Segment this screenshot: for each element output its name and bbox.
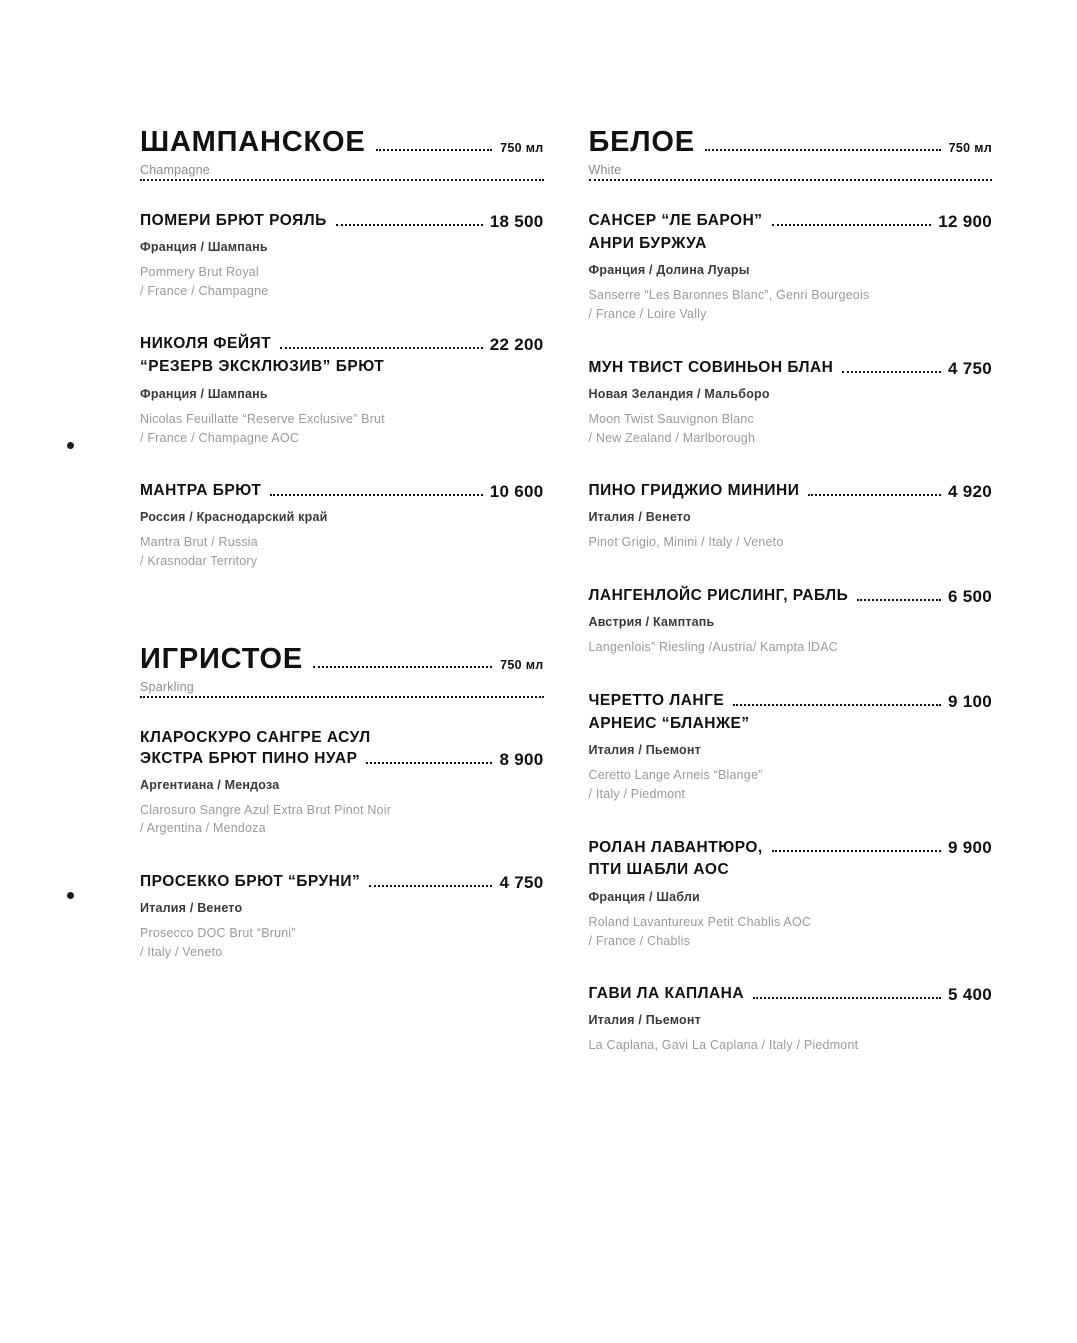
menu-item-line	[589, 481, 993, 502]
menu-item-translation	[140, 263, 544, 301]
menu-item-line	[589, 984, 993, 1005]
menu-item-price: 4 750	[499, 873, 544, 892]
menu-item-name: ПОМЕРИ БРЮТ РОЯЛЬ	[140, 212, 327, 229]
menu-item-price: 4 920	[947, 482, 992, 502]
price-leader-dots	[842, 370, 941, 373]
menu-item	[589, 984, 993, 1055]
menu-item-price: 12 900	[938, 211, 992, 231]
menu-item-name: САНСЕР “ЛЕ БАРОН”	[588, 212, 763, 229]
menu-item-price: 4 750	[947, 358, 992, 378]
menu-item	[589, 358, 993, 447]
section-subtitle: White	[588, 163, 622, 177]
section-champagne	[140, 128, 544, 571]
menu-item-name-line2: ПТИ ШАБЛИ АОС	[588, 861, 730, 879]
section-volume: 750 мл	[500, 141, 544, 155]
menu-item-line	[140, 211, 544, 232]
translation-line-2: / Italy / Piedmont	[588, 786, 686, 801]
section-sparkling	[140, 642, 544, 962]
section-title: ИГРИСТОЕ	[140, 642, 303, 675]
price-leader-dots	[753, 996, 941, 999]
menu-item-region: Италия / Пьемонт	[588, 743, 701, 758]
menu-item	[589, 838, 993, 951]
translation-line-2: / Argentina / Mendoza	[140, 821, 266, 836]
left-column	[140, 128, 544, 1343]
price-leader-dots	[270, 493, 482, 496]
section-title: ШАМПАНСКОЕ	[140, 126, 366, 158]
price-leader-dots	[808, 493, 941, 496]
menu-item-translation	[589, 410, 993, 448]
translation-line-2: / New Zealand / Marlborough	[588, 430, 756, 445]
translation-line-1: Moon Twist Sauvignon Blanc	[588, 411, 754, 426]
menu-item-translation	[140, 533, 544, 571]
menu-item-region: Новая Зеландия / Мальборо	[588, 386, 770, 401]
section-title: БЕЛОЕ	[588, 126, 695, 158]
translation-line-2: / Krasnodar Territory	[140, 553, 258, 568]
menu-item-translation	[140, 801, 544, 839]
price-leader-dots	[366, 761, 492, 764]
section-rule	[589, 179, 993, 181]
section-header	[589, 128, 993, 157]
translation-line-2: / Italy / Veneto	[140, 944, 223, 959]
section-items	[140, 728, 544, 962]
menu-item-price: 10 600	[489, 482, 544, 502]
translation-line-1: Pinot Grigio, Minini / Italy / Veneto	[588, 535, 784, 550]
menu-item-price: 8 900	[499, 749, 544, 769]
menu-item-name: МАНТРА БРЮТ	[140, 482, 262, 500]
translation-line-1: Mantra Brut / Russia	[140, 535, 258, 550]
price-leader-dots	[733, 703, 941, 706]
section-volume: 750 мл	[948, 141, 992, 155]
menu-item	[140, 481, 544, 570]
menu-item-region: Италия / Венето	[140, 901, 243, 915]
menu-item-line	[140, 481, 544, 502]
menu-item-name: ПРОСЕККО БРЮТ “БРУНИ”	[140, 873, 361, 891]
menu-item-line	[589, 211, 993, 232]
menu-item-line	[589, 691, 993, 712]
menu-item-translation	[589, 913, 993, 951]
menu-item-region: Италия / Пьемонт	[588, 1013, 701, 1028]
section-leader-dots	[313, 665, 492, 668]
menu-item-region: Италия / Венето	[588, 510, 691, 525]
margin-bullet-2	[67, 892, 74, 899]
price-leader-dots	[772, 223, 932, 226]
menu-item-region: Россия / Краснодарский край	[140, 510, 328, 525]
menu-item-translation	[589, 766, 993, 804]
menu-item	[589, 481, 993, 552]
translation-line-1: Ceretto Lange Arneis “Blange”	[588, 768, 763, 783]
translation-line-2: / France / Champagne	[140, 283, 269, 298]
menu-item-region: Франция / Шампань	[140, 386, 268, 401]
menu-item-line	[589, 838, 993, 859]
menu-item-name: ЛАНГЕНЛОЙС РИСЛИНГ, РАБЛЬ	[588, 586, 849, 604]
translation-line-2: / France / Champagne AOC	[140, 430, 300, 445]
section-items	[589, 211, 993, 1055]
translation-line-1: Roland Lavantureux Petit Chablis AOC	[588, 914, 812, 929]
right-column	[589, 128, 993, 1343]
section-subtitle: Sparkling	[140, 679, 194, 694]
translation-line-2: / France / Chablis	[588, 933, 691, 948]
menu-item-line	[140, 749, 544, 770]
menu-item-price: 18 500	[489, 211, 544, 231]
menu-item-region: Австрия / Камптапь	[588, 614, 715, 629]
menu-item-name: ЧЕРЕТТО ЛАНГЕ	[588, 691, 725, 709]
translation-line-1: Prosecco DOC Brut “Bruni”	[140, 926, 296, 940]
price-leader-dots	[857, 598, 941, 601]
section-volume: 750 мл	[500, 657, 544, 672]
margin-bullet-1	[67, 442, 74, 449]
menu-item-region: Франция / Шабли	[588, 889, 700, 904]
section-header	[140, 642, 544, 675]
menu-item	[140, 728, 544, 838]
menu-item-name-line2: АРНЕИС “БЛАНЖЕ”	[588, 714, 750, 732]
menu-item-name-line2: “РЕЗЕРВ ЭКСКЛЮЗИВ” БРЮТ	[140, 358, 385, 376]
menu-item	[589, 211, 993, 324]
menu-item-price: 22 200	[489, 335, 544, 355]
menu-item-region: Франция / Долина Луары	[588, 263, 750, 278]
section-items	[140, 211, 544, 571]
menu-item-name: НИКОЛЯ ФЕЙЯТ	[140, 335, 272, 353]
menu-item-translation	[589, 533, 993, 552]
menu-item-name: ГАВИ ЛА КАПЛАНА	[588, 985, 745, 1003]
menu-item-price: 9 100	[947, 691, 992, 711]
section-spacer	[140, 605, 544, 645]
menu-item-region: Аргентиана / Мендоза	[140, 777, 280, 792]
menu-item-name: ПИНО ГРИДЖИО МИНИНИ	[588, 482, 800, 500]
menu-item-name-line2: АНРИ БУРЖУА	[588, 234, 707, 252]
price-leader-dots	[280, 346, 483, 349]
section-rule	[140, 179, 544, 181]
translation-line-1: Clarosuro Sangre Azul Extra Brut Pinot Noir	[140, 802, 392, 817]
menu-item-name: КЛАРОСКУРО САНГРЕ АСУЛ	[140, 728, 371, 746]
menu-item-line	[589, 586, 993, 607]
section-white	[589, 128, 993, 1055]
menu-item-price: 5 400	[947, 985, 992, 1005]
translation-line-2: / France / Loire Vally	[588, 307, 707, 322]
menu-item	[140, 334, 544, 447]
price-leader-dots	[772, 849, 941, 852]
price-leader-dots	[369, 884, 492, 887]
menu-item-translation	[589, 286, 993, 324]
menu-item-name: РОЛАН ЛАВАНТЮРО,	[588, 838, 763, 856]
menu-item-price: 6 500	[947, 586, 992, 606]
section-leader-dots	[705, 148, 941, 151]
menu-item	[589, 691, 993, 804]
translation-line-1: Sanserre “Les Baronnes Blanc”, Genri Bourgeois	[588, 288, 870, 303]
menu-item-price: 9 900	[947, 838, 992, 858]
menu-item	[140, 211, 544, 300]
section-header	[140, 128, 544, 157]
menu-item-line	[140, 334, 544, 355]
menu-item-region: Франция / Шампань	[140, 239, 268, 254]
price-leader-dots	[336, 223, 483, 226]
menu-item-name-line2: ЭКСТРА БРЮТ ПИНО НУАР	[140, 749, 358, 767]
menu-item-line	[140, 872, 544, 893]
translation-line-1: Pommery Brut Royal	[140, 264, 259, 279]
menu-item-name: МУН ТВИСТ СОВИНЬОН БЛАН	[588, 358, 834, 376]
menu-item-line	[589, 358, 993, 379]
translation-line-1: Nicolas Feuillatte “Reserve Exclusive” Brut	[140, 411, 385, 426]
menu-item-translation	[140, 410, 544, 448]
translation-line-1: Langenlois” Riesling /Austria/ Kampta lDAC	[588, 639, 838, 654]
section-subtitle: Champagne	[140, 163, 210, 177]
section-rule	[140, 696, 544, 698]
menu-item-translation	[589, 638, 993, 657]
menu-item	[589, 586, 993, 657]
translation-line-1: La Caplana, Gavi La Caplana / Italy / Piedmont	[588, 1038, 859, 1053]
menu-item-translation	[589, 1036, 993, 1055]
menu-item	[140, 872, 544, 961]
menu-item-translation	[140, 924, 544, 962]
section-leader-dots	[376, 148, 493, 151]
